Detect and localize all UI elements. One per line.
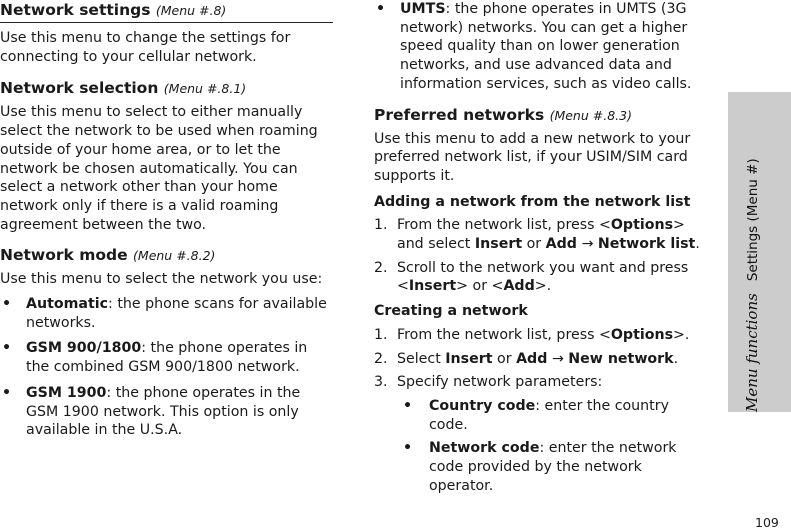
- page-number: 109: [755, 515, 779, 530]
- subheading: Network selection (Menu #.8.1): [0, 79, 247, 98]
- right-column: [374, 0, 708, 495]
- bullet-icon: •: [2, 340, 12, 357]
- bullet-item: • GSM 900/1800: the phone operates in the combined GSM 900/1800 network.: [2, 340, 308, 376]
- chapter-subtitle: Settings (Menu #): [745, 158, 761, 282]
- step-item: 1. From the network list, press <Options>.: [374, 326, 690, 343]
- bullet-icon: •: [2, 296, 12, 313]
- subheading: Creating a network: [374, 303, 528, 320]
- intro-text: Use this menu to change the settings for connecting to your cellular network.: [0, 30, 291, 65]
- bullet-item: • Network code: enter the network code provided by the network operator.: [403, 440, 677, 494]
- section-title: Network settings: [0, 1, 151, 19]
- section-heading: [0, 0, 333, 23]
- step-item: 2. Select Insert or Add → New network.: [374, 350, 679, 367]
- body-text: Use this menu to add a new network to your preferred network list, if your USIM/SIM card supports it.: [374, 130, 691, 184]
- bullet-item: • Country code: enter the country code.: [403, 397, 669, 433]
- step-item: 1. From the network list, press <Options> and select Insert or Add → Network list.: [374, 217, 700, 253]
- bullet-icon: •: [403, 440, 413, 457]
- chapter-side-tab: [728, 92, 791, 412]
- bullet-item: • UMTS: the phone operates in UMTS (3G network) networks. You can get a higher speed quality than on lower generation networks, and use advanced data and information services, such as video calls.: [376, 1, 692, 92]
- bullet-icon: •: [403, 397, 413, 414]
- bullet-item: • Automatic: the phone scans for available networks.: [2, 296, 327, 331]
- step-item: 2. Scroll to the network you want and press <Insert> or <Add>.: [374, 259, 689, 295]
- bullet-icon: •: [376, 1, 386, 17]
- menu-ref: (Menu #.8): [155, 3, 227, 18]
- subheading: Network mode (Menu #.8.2): [0, 246, 216, 265]
- bullet-icon: •: [2, 384, 12, 401]
- step-item: 3. Specify network parameters:: [374, 374, 603, 391]
- body-text: Use this menu to select to either manually select the network to be used when roaming outside of your home area, or to let the network be chosen automatically. You can select a network other than your home network only if there is a valid roaming agreement between the two.: [0, 104, 318, 233]
- body-text: Use this menu to select the network you use:: [0, 271, 323, 288]
- subheading: Adding a network from the network list: [374, 193, 691, 210]
- left-column: [0, 0, 333, 440]
- bullet-item: • GSM 1900: the phone operates in the GSM 1900 network. This option is only available in the U.S.A.: [2, 384, 301, 439]
- chapter-title: Menu functions: [743, 293, 761, 412]
- subheading: Preferred networks (Menu #.8.3): [374, 105, 632, 124]
